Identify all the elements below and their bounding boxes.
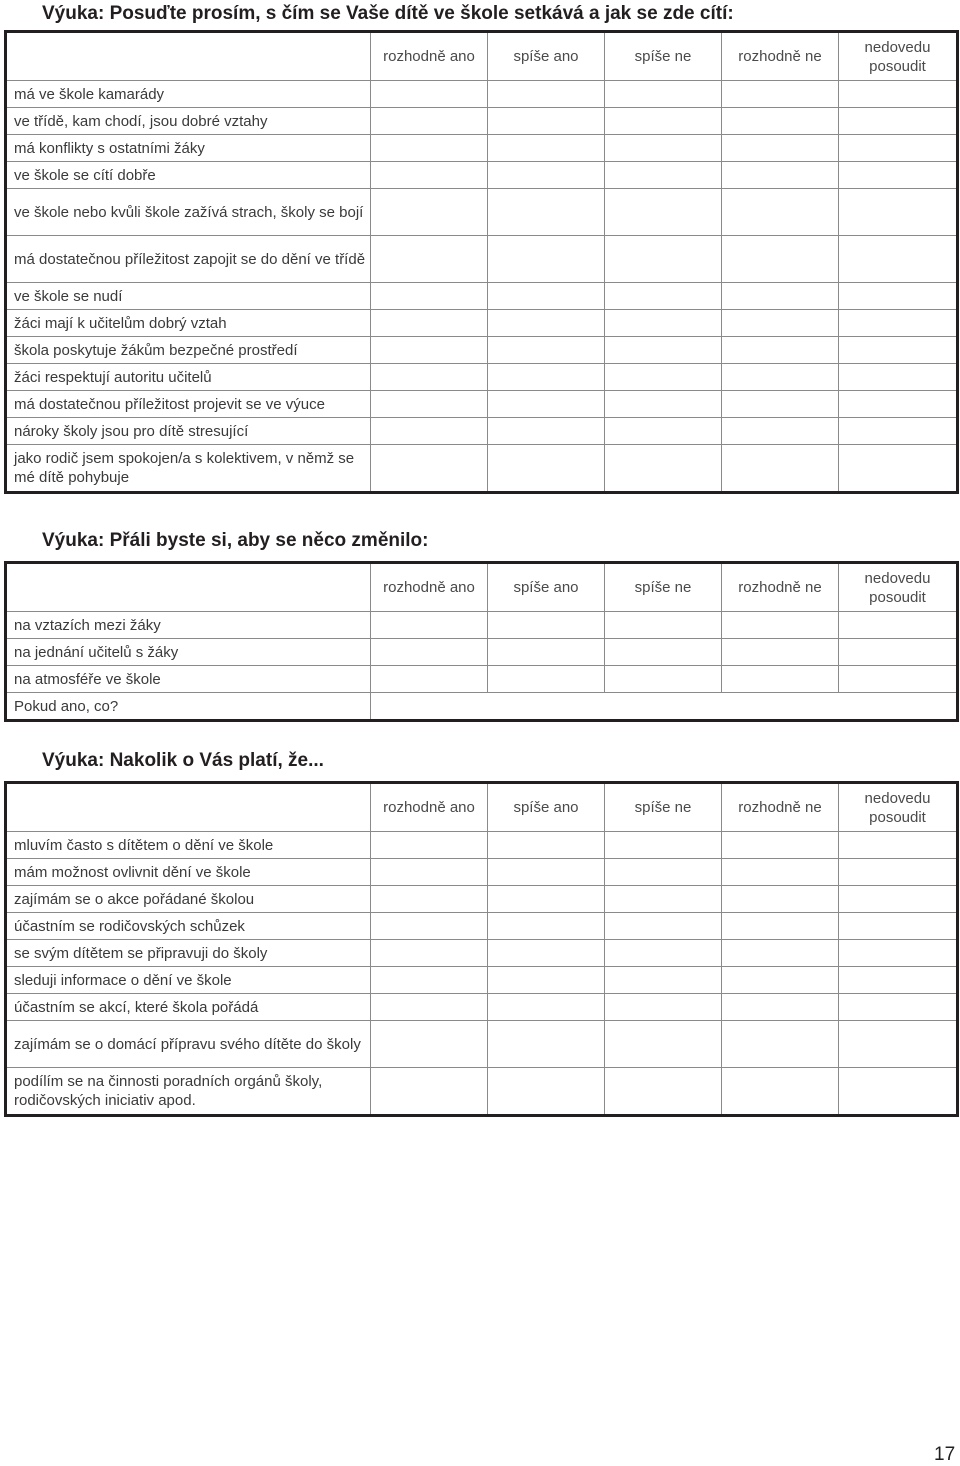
- answer-cell[interactable]: [605, 612, 722, 639]
- header-corner: [6, 32, 371, 81]
- answer-cell[interactable]: [839, 913, 958, 940]
- row-label: mám možnost ovlivnit dění ve škole: [6, 859, 371, 886]
- answer-cell[interactable]: [722, 886, 839, 913]
- table-row: [6, 283, 958, 310]
- answer-cell[interactable]: [839, 886, 958, 913]
- row-label: má konflikty s ostatními žáky: [6, 135, 371, 162]
- answer-cell[interactable]: [371, 859, 488, 886]
- answer-cell[interactable]: [722, 612, 839, 639]
- row-label: žáci respektují autoritu učitelů: [6, 364, 371, 391]
- answer-cell[interactable]: [839, 364, 958, 391]
- row-label: účastním se rodičovských schůzek: [6, 913, 371, 940]
- table-row: [6, 391, 958, 418]
- answer-cell[interactable]: [722, 364, 839, 391]
- answer-cell[interactable]: [605, 310, 722, 337]
- answer-cell[interactable]: [371, 135, 488, 162]
- table-row: [6, 135, 958, 162]
- row-label: podílím se na činnosti poradních orgánů školy, rodičovských iniciativ apod.: [6, 1068, 371, 1116]
- section2-table: [4, 561, 959, 722]
- table-row: [6, 639, 958, 666]
- column-header: nedovedu posoudit: [839, 563, 958, 612]
- answer-cell[interactable]: [371, 832, 488, 859]
- answer-cell[interactable]: [839, 310, 958, 337]
- answer-cell[interactable]: [839, 859, 958, 886]
- answer-cell[interactable]: [605, 859, 722, 886]
- answer-cell[interactable]: [371, 364, 488, 391]
- answer-cell[interactable]: [722, 859, 839, 886]
- answer-cell[interactable]: [371, 391, 488, 418]
- row-label: nároky školy jsou pro dítě stresující: [6, 418, 371, 445]
- followup-row: [6, 693, 958, 721]
- answer-cell[interactable]: [371, 283, 488, 310]
- row-label: mluvím často s dítětem o dění ve škole: [6, 832, 371, 859]
- answer-cell[interactable]: [371, 994, 488, 1021]
- table-row: [6, 1021, 958, 1068]
- answer-cell[interactable]: [839, 135, 958, 162]
- header-corner: [6, 563, 371, 612]
- answer-cell[interactable]: [722, 108, 839, 135]
- section2-title: Výuka: Přáli byste si, aby se něco změnilo:: [42, 530, 429, 551]
- row-label: sleduji informace o dění ve škole: [6, 967, 371, 994]
- answer-cell[interactable]: [839, 418, 958, 445]
- answer-cell[interactable]: [488, 886, 605, 913]
- answer-cell[interactable]: [488, 639, 605, 666]
- answer-cell[interactable]: [605, 886, 722, 913]
- table-row: [6, 886, 958, 913]
- answer-cell[interactable]: [605, 337, 722, 364]
- answer-cell[interactable]: [722, 310, 839, 337]
- answer-cell[interactable]: [488, 236, 605, 283]
- answer-cell[interactable]: [371, 108, 488, 135]
- followup-label: Pokud ano, co?: [6, 693, 371, 721]
- answer-cell[interactable]: [371, 967, 488, 994]
- answer-cell[interactable]: [488, 283, 605, 310]
- answer-cell[interactable]: [839, 666, 958, 693]
- column-header: spíše ano: [488, 783, 605, 832]
- page-number: 17: [934, 1444, 956, 1465]
- answer-cell[interactable]: [371, 913, 488, 940]
- row-label: má ve škole kamarády: [6, 81, 371, 108]
- table-row: [6, 913, 958, 940]
- answer-cell[interactable]: [605, 189, 722, 236]
- column-header: spíše ne: [605, 783, 722, 832]
- answer-cell[interactable]: [605, 832, 722, 859]
- answer-cell[interactable]: [488, 612, 605, 639]
- table-row: [6, 162, 958, 189]
- answer-cell[interactable]: [488, 162, 605, 189]
- row-label: na atmosféře ve škole: [6, 666, 371, 693]
- table-row: [6, 832, 958, 859]
- answer-cell[interactable]: [839, 445, 958, 493]
- answer-cell[interactable]: [488, 913, 605, 940]
- table-row: [6, 445, 958, 493]
- column-header: rozhodně ne: [722, 783, 839, 832]
- column-header: rozhodně ano: [371, 563, 488, 612]
- answer-cell[interactable]: [488, 391, 605, 418]
- answer-cell[interactable]: [605, 994, 722, 1021]
- answer-cell[interactable]: [488, 310, 605, 337]
- header-corner: [6, 783, 371, 832]
- answer-cell[interactable]: [605, 1021, 722, 1068]
- answer-cell[interactable]: [488, 135, 605, 162]
- row-label: má dostatečnou příležitost projevit se ve výuce: [6, 391, 371, 418]
- answer-cell[interactable]: [722, 445, 839, 493]
- row-label: zajímám se o akce pořádané školou: [6, 886, 371, 913]
- answer-cell[interactable]: [605, 445, 722, 493]
- column-header: rozhodně ne: [722, 32, 839, 81]
- answer-cell[interactable]: [839, 236, 958, 283]
- answer-cell[interactable]: [605, 639, 722, 666]
- answer-cell[interactable]: [839, 940, 958, 967]
- column-header: rozhodně ano: [371, 783, 488, 832]
- answer-cell[interactable]: [371, 445, 488, 493]
- row-label: na vztazích mezi žáky: [6, 612, 371, 639]
- answer-cell[interactable]: [722, 832, 839, 859]
- answer-cell[interactable]: [488, 1068, 605, 1116]
- answer-cell[interactable]: [488, 940, 605, 967]
- row-label: jako rodič jsem spokojen/a s kolektivem, v němž se mé dítě pohybuje: [6, 445, 371, 493]
- answer-cell[interactable]: [839, 612, 958, 639]
- answer-cell[interactable]: [371, 236, 488, 283]
- row-label: na jednání učitelů s žáky: [6, 639, 371, 666]
- answer-cell[interactable]: [605, 108, 722, 135]
- answer-cell[interactable]: [371, 612, 488, 639]
- answer-cell[interactable]: [488, 189, 605, 236]
- answer-cell[interactable]: [371, 940, 488, 967]
- header-row: [6, 563, 958, 612]
- column-header: spíše ano: [488, 32, 605, 81]
- answer-cell[interactable]: [371, 1068, 488, 1116]
- header-row: [6, 32, 958, 81]
- answer-cell[interactable]: [839, 391, 958, 418]
- row-label: účastním se akcí, které škola pořádá: [6, 994, 371, 1021]
- table-row: [6, 337, 958, 364]
- answer-cell[interactable]: [371, 666, 488, 693]
- answer-cell[interactable]: [722, 418, 839, 445]
- answer-cell[interactable]: [605, 283, 722, 310]
- table-row: [6, 364, 958, 391]
- section1-title: Výuka: Posuďte prosím, s čím se Vaše dítě ve škole setkává a jak se zde cítí:: [42, 3, 734, 24]
- answer-cell[interactable]: [371, 81, 488, 108]
- answer-cell[interactable]: [605, 364, 722, 391]
- answer-cell[interactable]: [839, 994, 958, 1021]
- column-header: rozhodně ano: [371, 32, 488, 81]
- answer-cell[interactable]: [722, 940, 839, 967]
- answer-cell[interactable]: [722, 994, 839, 1021]
- row-label: se svým dítětem se připravuji do školy: [6, 940, 371, 967]
- row-label: škola poskytuje žákům bezpečné prostředí: [6, 337, 371, 364]
- answer-cell[interactable]: [605, 967, 722, 994]
- answer-cell[interactable]: [605, 236, 722, 283]
- answer-cell[interactable]: [839, 283, 958, 310]
- answer-cell[interactable]: [371, 639, 488, 666]
- answer-cell[interactable]: [488, 81, 605, 108]
- answer-cell[interactable]: [722, 1021, 839, 1068]
- column-header: nedovedu posoudit: [839, 32, 958, 81]
- answer-cell[interactable]: [722, 81, 839, 108]
- table-row: [6, 189, 958, 236]
- header-row: [6, 783, 958, 832]
- answer-cell[interactable]: [371, 418, 488, 445]
- section3-table: [4, 781, 959, 1117]
- answer-cell[interactable]: [605, 418, 722, 445]
- answer-cell[interactable]: [605, 913, 722, 940]
- answer-cell[interactable]: [371, 1021, 488, 1068]
- answer-cell[interactable]: [488, 418, 605, 445]
- answer-cell[interactable]: [839, 189, 958, 236]
- answer-cell[interactable]: [605, 1068, 722, 1116]
- table-row: [6, 236, 958, 283]
- table-row: [6, 612, 958, 639]
- answer-cell[interactable]: [605, 135, 722, 162]
- answer-cell[interactable]: [605, 940, 722, 967]
- answer-cell[interactable]: [839, 108, 958, 135]
- answer-cell[interactable]: [722, 337, 839, 364]
- answer-cell[interactable]: [605, 666, 722, 693]
- row-label: má dostatečnou příležitost zapojit se do dění ve třídě: [6, 236, 371, 283]
- answer-cell[interactable]: [488, 108, 605, 135]
- row-label: ve škole nebo kvůli škole zažívá strach, školy se bojí: [6, 189, 371, 236]
- answer-cell[interactable]: [839, 639, 958, 666]
- answer-cell[interactable]: [722, 189, 839, 236]
- answer-cell[interactable]: [722, 666, 839, 693]
- answer-cell[interactable]: [488, 445, 605, 493]
- answer-cell[interactable]: [722, 967, 839, 994]
- answer-cell[interactable]: [488, 859, 605, 886]
- row-label: ve škole se cítí dobře: [6, 162, 371, 189]
- answer-cell[interactable]: [488, 832, 605, 859]
- answer-cell[interactable]: [722, 639, 839, 666]
- answer-cell[interactable]: [605, 162, 722, 189]
- answer-cell[interactable]: [371, 337, 488, 364]
- answer-cell[interactable]: [839, 1021, 958, 1068]
- answer-cell[interactable]: [371, 189, 488, 236]
- answer-cell[interactable]: [722, 391, 839, 418]
- table-row: [6, 81, 958, 108]
- row-label: zajímám se o domácí přípravu svého dítěte do školy: [6, 1021, 371, 1068]
- answer-cell[interactable]: [371, 310, 488, 337]
- row-label: ve třídě, kam chodí, jsou dobré vztahy: [6, 108, 371, 135]
- answer-cell[interactable]: [722, 236, 839, 283]
- answer-cell[interactable]: [605, 81, 722, 108]
- answer-cell[interactable]: [722, 135, 839, 162]
- table-row: [6, 108, 958, 135]
- table-row: [6, 967, 958, 994]
- row-label: žáci mají k učitelům dobrý vztah: [6, 310, 371, 337]
- table-row: [6, 994, 958, 1021]
- column-header: spíše ne: [605, 563, 722, 612]
- answer-cell[interactable]: [839, 337, 958, 364]
- followup-answer-field[interactable]: [371, 693, 958, 721]
- answer-cell[interactable]: [839, 967, 958, 994]
- table-row: [6, 418, 958, 445]
- answer-cell[interactable]: [488, 337, 605, 364]
- row-label: ve škole se nudí: [6, 283, 371, 310]
- table-row: [6, 1068, 958, 1116]
- answer-cell[interactable]: [722, 162, 839, 189]
- table-row: [6, 310, 958, 337]
- answer-cell[interactable]: [605, 391, 722, 418]
- answer-cell[interactable]: [839, 81, 958, 108]
- column-header: spíše ano: [488, 563, 605, 612]
- section3-title: Výuka: Nakolik o Vás platí, že...: [42, 750, 324, 771]
- column-header: nedovedu posoudit: [839, 783, 958, 832]
- answer-cell[interactable]: [722, 283, 839, 310]
- table-row: [6, 859, 958, 886]
- column-header: spíše ne: [605, 32, 722, 81]
- answer-cell[interactable]: [488, 967, 605, 994]
- answer-cell[interactable]: [488, 364, 605, 391]
- answer-cell[interactable]: [722, 1068, 839, 1116]
- answer-cell[interactable]: [722, 913, 839, 940]
- answer-cell[interactable]: [371, 886, 488, 913]
- table-row: [6, 940, 958, 967]
- table-row: [6, 666, 958, 693]
- section1-table: [4, 30, 959, 494]
- answer-cell[interactable]: [488, 666, 605, 693]
- answer-cell[interactable]: [371, 162, 488, 189]
- answer-cell[interactable]: [839, 1068, 958, 1116]
- answer-cell[interactable]: [839, 832, 958, 859]
- answer-cell[interactable]: [488, 1021, 605, 1068]
- column-header: rozhodně ne: [722, 563, 839, 612]
- answer-cell[interactable]: [488, 994, 605, 1021]
- answer-cell[interactable]: [839, 162, 958, 189]
